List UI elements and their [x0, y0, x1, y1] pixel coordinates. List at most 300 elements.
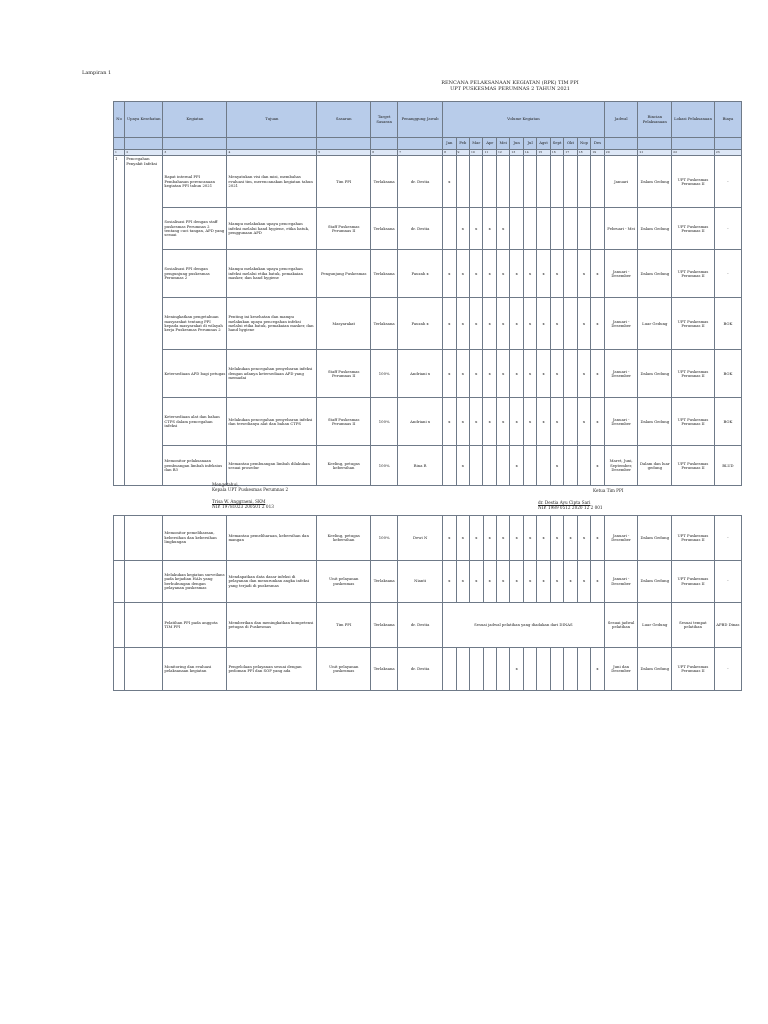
- row-lokasi: UPT Puskesmas Perumnas II: [672, 250, 715, 298]
- col-lokasi: Lokasi Pelaksanaan: [672, 102, 715, 138]
- col-target: Target Sasaran: [371, 102, 398, 138]
- month-mark: x: [591, 446, 605, 486]
- month-mark: x: [443, 561, 456, 603]
- month-mark: x: [456, 350, 469, 398]
- row-pj: Andriani x: [398, 398, 443, 446]
- month-mark: [537, 648, 550, 691]
- month-mark: [564, 298, 577, 350]
- table-row: [114, 648, 742, 691]
- month-mark: x: [591, 298, 605, 350]
- col-kegiatan: Kegiatan: [163, 102, 227, 138]
- row-lokasi: UPT Puskesmas Perumnas II: [672, 648, 715, 691]
- index-cell: 1: [114, 150, 125, 156]
- month-feb: Feb: [456, 138, 469, 150]
- row-biaya: BOK: [714, 350, 741, 398]
- month-mark: [577, 446, 590, 486]
- month-spacer: [163, 138, 227, 150]
- month-mark: [577, 648, 590, 691]
- month-mark: [456, 648, 469, 691]
- month-mark: [470, 648, 483, 691]
- row-biaya: -: [714, 250, 741, 298]
- row-kegiatan: Sosialisasi PPI dengan staff puskesmas Perumnas 2 tentang cuci tangan, APD yang sesuai: [163, 208, 227, 250]
- row-lokasi: UPT Puskesmas Perumnas II: [672, 298, 715, 350]
- month-mark: x: [537, 298, 550, 350]
- row-kegiatan: Memonitor pemeliharaan, kebersihan dan kebersihan lingkungan: [163, 516, 227, 561]
- month-jan: Jan: [443, 138, 456, 150]
- month-spacer: [638, 138, 672, 150]
- row-sasaran: Masyarakat: [317, 298, 371, 350]
- month-mark: [523, 156, 536, 208]
- row-tujuan: Memantau pembuangan limbah dilakukan sesuai prosedur: [227, 446, 317, 486]
- row-pj: Nianti: [398, 561, 443, 603]
- month-mark: [496, 156, 509, 208]
- month-mark: x: [550, 250, 563, 298]
- sig-ketua-title: Ketua Tim PPI: [593, 488, 624, 493]
- month-mark: x: [591, 516, 604, 561]
- row-sasaran: Staff Puskesmas Perumnas II: [317, 398, 371, 446]
- month-mark: [564, 446, 577, 486]
- month-mark: x: [564, 516, 577, 561]
- row-jadwal: Maret, Juni, September, Desember: [604, 446, 638, 486]
- month-mark: x: [456, 446, 469, 486]
- month-mark: [564, 648, 577, 691]
- month-mark: x: [550, 516, 563, 561]
- row-upaya: [125, 603, 163, 648]
- row-rincian: Dalam dan luar gedung: [638, 446, 672, 486]
- month-mark: [564, 208, 577, 250]
- month-mark: [443, 648, 456, 691]
- month-mark: x: [577, 250, 590, 298]
- month-mark: x: [591, 350, 605, 398]
- row-pj: dr. Destia: [398, 156, 443, 208]
- row-pj: Andriani x: [398, 350, 443, 398]
- row-tujuan: Melakukan pencegahan penyebaran infeksi dan tersedianya alat dan bahan CTPS: [227, 398, 317, 446]
- row-upaya: [125, 648, 163, 691]
- month-mark: [523, 208, 536, 250]
- month-mark: x: [443, 350, 456, 398]
- month-mark: x: [496, 298, 509, 350]
- month-mark: x: [470, 208, 483, 250]
- month-mark: [470, 156, 483, 208]
- row-lokasi: UPT Puskesmas Perumnas II: [672, 156, 715, 208]
- index-cell: 3: [163, 150, 227, 156]
- row-pj: dr. Destia: [398, 208, 443, 250]
- index-cell: 6: [371, 150, 398, 156]
- month-mark: x: [537, 516, 550, 561]
- row-rincian: Luar Gedung: [638, 603, 672, 648]
- month-mark: [537, 156, 550, 208]
- title-line-1: RENCANA PELAKSANAAN KEGIATAN (RPK) TIM PPI: [441, 80, 579, 86]
- month-agst: Agst: [537, 138, 550, 150]
- month-spacer: [125, 138, 163, 150]
- row-sasaran: Tim PPI: [317, 156, 371, 208]
- month-mark: x: [456, 516, 469, 561]
- month-mark: x: [510, 398, 523, 446]
- month-mei: Mei: [496, 138, 509, 150]
- row-lokasi: UPT Puskesmas Perumnas II: [672, 446, 715, 486]
- row-lokasi: UPT Puskesmas Perumnas II: [672, 350, 715, 398]
- month-mark: x: [483, 516, 496, 561]
- table-row: [114, 561, 742, 603]
- row-tujuan: Memantau pemeliharaan, kebersihan dan mangan: [227, 516, 317, 561]
- month-jul: Jul: [523, 138, 536, 150]
- col-biaya: Biaya: [714, 102, 741, 138]
- header-row: [114, 102, 742, 138]
- row-sasaran: Unit pelayanan puskesmas: [317, 648, 371, 691]
- row-jadwal: Januari - Desember: [604, 561, 638, 603]
- month-mark: x: [496, 350, 509, 398]
- month-mark: [496, 446, 509, 486]
- row-upaya: Pencegahan Penyakit Infeksi: [125, 156, 163, 486]
- row-lokasi: UPT Puskesmas Perumnas II: [672, 516, 715, 561]
- index-cell: 17: [564, 150, 577, 156]
- row-target: 100%: [371, 516, 398, 561]
- row-target: Terlaksana: [371, 156, 398, 208]
- row-sasaran: Keeling, petugas kebersihan: [317, 516, 371, 561]
- month-mark: [550, 648, 563, 691]
- row-jadwal: Januari - Desember: [604, 398, 638, 446]
- month-mark: [470, 446, 483, 486]
- row-biaya: BOK: [714, 298, 741, 350]
- table-row: [114, 208, 742, 250]
- month-mark: [456, 156, 469, 208]
- row-tujuan: Memberikan dan meningkatkan kompetensi petugas di Puskesmas: [227, 603, 317, 648]
- row-rincian: Dalam Gedung: [638, 350, 672, 398]
- row-target: Terlaksana: [371, 208, 398, 250]
- row-jadwal: Januari - Desember: [604, 350, 638, 398]
- month-apr: Apr: [483, 138, 496, 150]
- month-mark: x: [523, 298, 536, 350]
- month-mark: [577, 208, 590, 250]
- sig-ketua-name: dr. Destia Ayu Cipta Sari: [538, 500, 591, 505]
- month-mark: x: [523, 516, 536, 561]
- row-pj: dr. Destia: [398, 648, 443, 691]
- row-lokasi: UPT Puskesmas Perumnas II: [672, 208, 715, 250]
- month-mark: x: [510, 648, 523, 691]
- index-cell: 15: [537, 150, 550, 156]
- row-rincian: Dalam Gedung: [638, 250, 672, 298]
- row-tujuan: Mendapatkan data dasar infeksi di pelayanan dan menurunkan angka infeksi yang terjadi di puskesmas: [227, 561, 317, 603]
- month-mark: x: [483, 208, 496, 250]
- index-cell: 21: [638, 150, 672, 156]
- row-jadwal: Januari - Desember: [604, 250, 638, 298]
- sig-kepala-name: Trisa W. Anggraeni, SKM: [212, 499, 266, 504]
- row-target: 100%: [371, 398, 398, 446]
- col-upaya: Upaya Kesehatan: [125, 102, 163, 138]
- month-mark: x: [510, 561, 523, 603]
- month-mark: [537, 446, 550, 486]
- signature-ketua: [538, 488, 623, 510]
- month-mark: x: [496, 208, 509, 250]
- month-mark: x: [577, 516, 590, 561]
- row-rincian: Dalam Gedung: [638, 156, 672, 208]
- row-kegiatan: Pelatihan PPI pada anggota TIM PPI: [163, 603, 227, 648]
- row-note: Sesuai jadwal pelatihan yang diadakan dari DINAS: [443, 603, 605, 648]
- month-mark: x: [510, 350, 523, 398]
- row-kegiatan: Memonitor pelaksanaan pembuangan limbah infeksius dan B3: [163, 446, 227, 486]
- row-jadwal: Juni dan Desember: [604, 648, 638, 691]
- month-mark: x: [483, 561, 496, 603]
- row-tujuan: Melakukan pencegahan penyebaran infeksi dengan adanya ketersediaan APD yang memadai: [227, 350, 317, 398]
- row-lokasi: UPT Puskesmas Perumnas II: [672, 561, 715, 603]
- row-tujuan: Mampu melakukan upaya pencegahan infeksi melalui hand hygiene, etika batuk, penggunaan APD: [227, 208, 317, 250]
- month-jun: Jun: [510, 138, 523, 150]
- sig-kepala-title: Kepala UPT Puskesmas Perumnas 2: [212, 487, 289, 492]
- index-cell: 16: [550, 150, 563, 156]
- row-biaya: BLUD: [714, 446, 741, 486]
- row-biaya: -: [714, 648, 741, 691]
- row-target: 100%: [371, 350, 398, 398]
- month-mark: x: [456, 398, 469, 446]
- row-target: 100%: [371, 446, 398, 486]
- row-kegiatan: Meningkatkan pengetahuan masyarakat tentang PPI kepada masyarakat di wilayah kerja Puskesmas Perumnas 2: [163, 298, 227, 350]
- month-mark: [483, 648, 496, 691]
- month-mark: [550, 208, 563, 250]
- index-cell: 13: [510, 150, 523, 156]
- table-row: [114, 398, 742, 446]
- month-mark: [550, 156, 563, 208]
- month-mark: x: [443, 298, 456, 350]
- row-kegiatan: Rapat internal PPI Pembahasan perencanaan kegiatan PPI tahun 2021: [163, 156, 227, 208]
- month-mark: x: [483, 350, 496, 398]
- table-row: [114, 298, 742, 350]
- index-cell: 19: [591, 150, 605, 156]
- month-mark: x: [523, 350, 536, 398]
- row-pj: Fauzah x: [398, 250, 443, 298]
- row-upaya: [125, 561, 163, 603]
- row-tujuan: Mampu melakukan upaya pencegahan infeksi melalui etika batuk, pemakaian masker, dan hand hygiene: [227, 250, 317, 298]
- month-mark: [510, 156, 523, 208]
- row-biaya: -: [714, 208, 741, 250]
- row-biaya: -: [714, 516, 741, 561]
- row-rincian: Dalam Gedung: [638, 561, 672, 603]
- month-mark: x: [443, 250, 456, 298]
- table-row: [114, 156, 742, 208]
- index-cell: 12: [496, 150, 509, 156]
- month-spacer: [672, 138, 715, 150]
- col-sasaran: Sasaran: [317, 102, 371, 138]
- month-mark: [564, 156, 577, 208]
- month-row: [114, 138, 742, 150]
- row-no: [114, 561, 125, 603]
- row-sasaran: Pengunjung Puskesmas: [317, 250, 371, 298]
- row-target: Terlaksana: [371, 561, 398, 603]
- index-cell: 23: [714, 150, 741, 156]
- month-spacer: [227, 138, 317, 150]
- month-mark: x: [537, 250, 550, 298]
- row-rincian: Dalam Gedung: [638, 398, 672, 446]
- month-mark: [523, 446, 536, 486]
- table-row: [114, 516, 742, 561]
- month-mark: x: [537, 561, 550, 603]
- row-no: 1: [114, 156, 125, 486]
- month-mark: [443, 446, 456, 486]
- table-row: [114, 350, 742, 398]
- row-upaya: [125, 516, 163, 561]
- month-mark: [523, 648, 536, 691]
- row-rincian: Dalam Gedung: [638, 516, 672, 561]
- row-kegiatan: Ketersediaan APD bagi petugas: [163, 350, 227, 398]
- row-jadwal: Januari: [604, 156, 638, 208]
- lampiran-label: Lampiran 1: [82, 70, 112, 76]
- month-mark: x: [550, 350, 563, 398]
- row-biaya: -: [714, 561, 741, 603]
- row-sasaran: Staff Puskesmas Perumnas II: [317, 350, 371, 398]
- index-cell: 9: [456, 150, 469, 156]
- row-pj: Fauzah x: [398, 298, 443, 350]
- month-mark: x: [510, 250, 523, 298]
- month-mark: x: [483, 298, 496, 350]
- month-mark: x: [456, 298, 469, 350]
- month-mark: [483, 156, 496, 208]
- row-jadwal: Sesuai jadwal pelatihan: [604, 603, 638, 648]
- index-cell: 7: [398, 150, 443, 156]
- month-sept: Sept: [550, 138, 563, 150]
- month-mar: Mar: [470, 138, 483, 150]
- row-kegiatan: Melakukan kegiatan surveilans pada kejadian HAIs yang berhubungan dengan pelayanan puskesmas: [163, 561, 227, 603]
- row-no: [114, 603, 125, 648]
- month-mark: x: [496, 516, 509, 561]
- signature-kepala: [212, 482, 288, 509]
- month-mark: x: [550, 398, 563, 446]
- month-mark: [591, 156, 605, 208]
- month-mark: x: [523, 398, 536, 446]
- col-rincian: Rincian Pelaksanaan: [638, 102, 672, 138]
- row-tujuan: Pengelolaan pelayanan sesuai dengan pedoman PPI dan SOP yang ada: [227, 648, 317, 691]
- index-cell: 4: [227, 150, 317, 156]
- month-mark: x: [443, 516, 456, 561]
- row-pj: Dewi N: [398, 516, 443, 561]
- table-row: [114, 250, 742, 298]
- month-spacer: [317, 138, 371, 150]
- row-kegiatan: Ketersediaan alat dan bahan CTPS dalam pencegahan infeksi: [163, 398, 227, 446]
- document-title: [420, 80, 600, 92]
- row-tujuan: Menyatukan visi dan misi, membahas evaluasi tim, merencanakan kegiatan tahun 2021: [227, 156, 317, 208]
- month-mark: x: [456, 561, 469, 603]
- index-cell: 20: [604, 150, 638, 156]
- month-mark: x: [470, 250, 483, 298]
- month-mark: x: [456, 208, 469, 250]
- month-mark: x: [550, 446, 563, 486]
- month-mark: x: [537, 398, 550, 446]
- month-mark: x: [443, 156, 456, 208]
- row-jadwal: Januari - Desember: [604, 516, 638, 561]
- month-des: Des: [591, 138, 605, 150]
- month-mark: x: [496, 561, 509, 603]
- month-spacer: [398, 138, 443, 150]
- row-target: Terlaksana: [371, 250, 398, 298]
- col-pj: Penanggung Jawab: [398, 102, 443, 138]
- month-mark: [483, 446, 496, 486]
- month-mark: x: [577, 561, 590, 603]
- month-spacer: [114, 138, 125, 150]
- index-cell: 22: [672, 150, 715, 156]
- month-mark: x: [510, 298, 523, 350]
- col-jadwal: Jadwal: [604, 102, 638, 138]
- month-mark: x: [470, 350, 483, 398]
- rpk-table-page2: [113, 515, 742, 691]
- row-target: Terlaksana: [371, 298, 398, 350]
- month-mark: x: [483, 250, 496, 298]
- sig-kepala-nip: NIP. 19781023 200501 2 013: [212, 504, 274, 509]
- month-mark: x: [470, 516, 483, 561]
- index-cell: 18: [577, 150, 590, 156]
- month-mark: x: [564, 561, 577, 603]
- index-cell: 2: [125, 150, 163, 156]
- month-mark: x: [470, 298, 483, 350]
- month-mark: x: [470, 561, 483, 603]
- col-no: No: [114, 102, 125, 138]
- row-jadwal: Januari - Desember: [604, 298, 638, 350]
- row-no: [114, 516, 125, 561]
- month-mark: x: [591, 250, 605, 298]
- month-mark: [564, 350, 577, 398]
- month-okt: Okt: [564, 138, 577, 150]
- table-row: [114, 603, 742, 648]
- month-mark: x: [591, 561, 604, 603]
- month-mark: [564, 398, 577, 446]
- index-cell: 8: [443, 150, 456, 156]
- row-kegiatan: Monitoring dan evaluasi pelaksanaan kegiatan: [163, 648, 227, 691]
- month-mark: x: [550, 561, 563, 603]
- month-mark: x: [470, 398, 483, 446]
- rpk-table-page1: [113, 101, 742, 486]
- row-biaya: APBD Dinas: [714, 603, 741, 648]
- row-biaya: BOK: [714, 398, 741, 446]
- month-spacer: [714, 138, 741, 150]
- row-target: Terlaksana: [371, 648, 398, 691]
- month-mark: [564, 250, 577, 298]
- month-mark: [537, 208, 550, 250]
- month-mark: x: [523, 250, 536, 298]
- month-mark: x: [577, 298, 590, 350]
- sig-mengetahui: Mengetahui,: [212, 482, 239, 487]
- index-cell: 5: [317, 150, 371, 156]
- month-nop: Nop: [577, 138, 590, 150]
- row-rincian: Dalam Gedung: [638, 208, 672, 250]
- month-mark: x: [443, 398, 456, 446]
- row-tujuan: Penting ini kesehatan dan mampu melakukan upaya pencegahan infeksi melalui etika batuk, pemakaian masker, dan hand hygiene: [227, 298, 317, 350]
- month-mark: x: [577, 398, 590, 446]
- col-volume: Volume Kegiatan: [443, 102, 605, 138]
- row-rincian: Dalam Gedung: [638, 648, 672, 691]
- month-mark: [496, 648, 509, 691]
- month-mark: x: [591, 648, 604, 691]
- row-lokasi: Sesuai tempat pelatihan: [672, 603, 715, 648]
- row-sasaran: Tim PPI: [317, 603, 371, 648]
- row-no: [114, 648, 125, 691]
- col-tujuan: Tujuan: [227, 102, 317, 138]
- month-mark: x: [550, 298, 563, 350]
- month-mark: [577, 156, 590, 208]
- month-mark: x: [456, 250, 469, 298]
- month-spacer: [371, 138, 398, 150]
- month-mark: x: [496, 398, 509, 446]
- month-mark: x: [577, 350, 590, 398]
- row-sasaran: Staff Puskesmas Perumnas II: [317, 208, 371, 250]
- month-mark: [510, 208, 523, 250]
- row-target: Terlaksana: [371, 603, 398, 648]
- month-mark: x: [496, 250, 509, 298]
- row-jadwal: Februari - Mei: [604, 208, 638, 250]
- month-mark: x: [510, 516, 523, 561]
- row-rincian: Luar Gedung: [638, 298, 672, 350]
- row-kegiatan: Sosialisasi PPI dengan pengunjung puskesmas Perumnas 2: [163, 250, 227, 298]
- month-mark: [591, 208, 605, 250]
- month-mark: x: [483, 398, 496, 446]
- row-sasaran: Keeling, petugas kebersihan: [317, 446, 371, 486]
- row-pj: dr. Destia: [398, 603, 443, 648]
